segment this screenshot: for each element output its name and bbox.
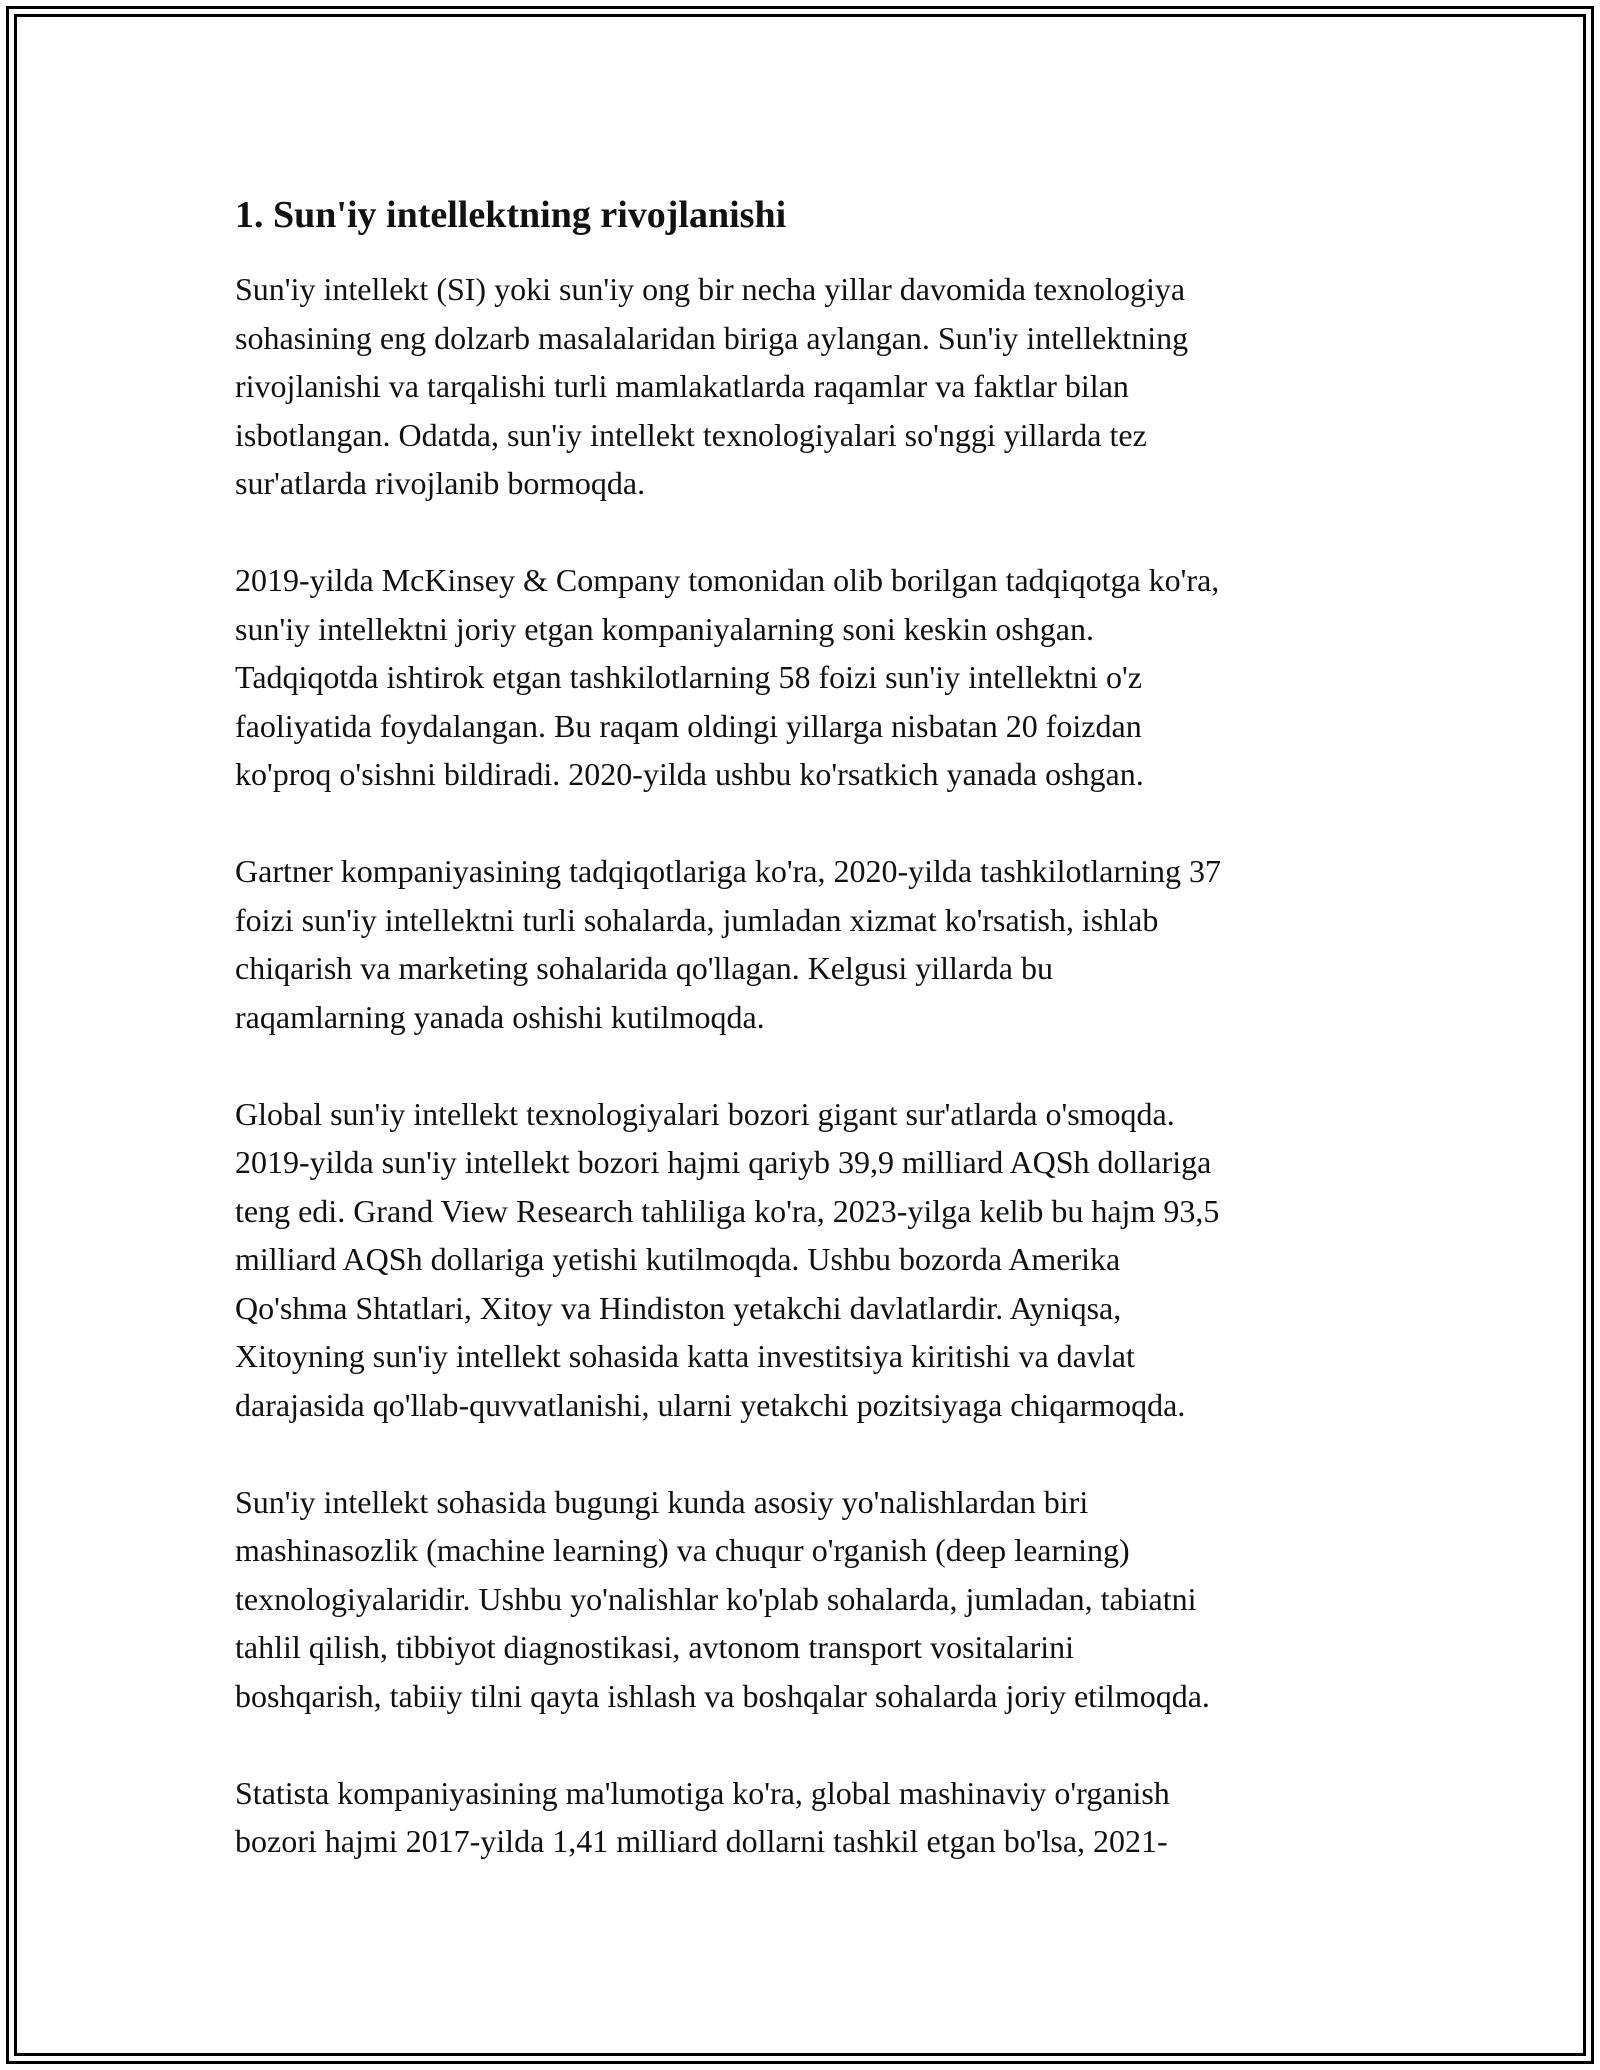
text-line: sohasining eng dolzarb masalalaridan biriga aylangan. Sun'iy intellektning (235, 319, 1189, 356)
text-line: milliard AQSh dollariga yetishi kutilmoqda. Ushbu bozorda Amerika (235, 1241, 1121, 1277)
text-line: sun'iy intellektni joriy etgan kompaniyalarning soni keskin oshgan. (235, 610, 1094, 647)
text-line: tahlil qilish, tibbiyot diagnostikasi, avtonom transport vositalarini (235, 1629, 1075, 1665)
text-line: teng edi. Grand View Research tahliliga ko'ra, 2023-yilga kelib bu hajm 93,5 (235, 1192, 1220, 1229)
text-line: 2019-yilda sun'iy intellekt bozori hajmi qariyb 39,9 milliard AQSh dollariga (235, 1144, 1212, 1180)
paragraph-gartner (235, 847, 1380, 1041)
text-line: Xitoyning sun'iy intellekt sohasida katta investitsiya kiritishi va davlat (235, 1338, 1135, 1374)
text-line: foizi sun'iy intellektni turli sohalarda, jumladan xizmat ko'rsatish, ishlab (235, 901, 1159, 938)
text-line: Sun'iy intellekt (SI) yoki sun'iy ong bir necha yillar davomida texnologiya (235, 271, 1186, 307)
text-line: Sun'iy intellekt sohasida bugungi kunda asosiy yo'nalishlardan biri (235, 1483, 1089, 1520)
text-line: boshqarish, tabiiy tilni qayta ishlash va boshqalar sohalarda joriy etilmoqda. (235, 1677, 1210, 1714)
text-line: Tadqiqotda ishtirok etgan tashkilotlarning 58 foizi sun'iy intellektni o'z (235, 659, 1142, 695)
text-line: sur'atlarda rivojlanib bormoqda. (235, 465, 646, 501)
text-line: ko'proq o'sishni bildiradi. 2020-yilda ushbu ko'rsatkich yanada oshgan. (235, 756, 1144, 792)
paragraph-global-market (235, 1090, 1380, 1430)
paragraph-intro (235, 265, 1380, 508)
paragraph-mckinsey (235, 556, 1380, 799)
paragraph-directions (235, 1478, 1380, 1721)
text-line: 2019-yilda McKinsey & Company tomonidan olib borilgan tadqiqotga ko'ra, (235, 562, 1220, 598)
section-heading: 1. Sun'iy intellektning rivojlanishi (235, 194, 787, 236)
text-line: Gartner kompaniyasining tadqiqotlariga ko'ra, 2020-yilda tashkilotlarning 37 (235, 853, 1221, 889)
text-line: Qo'shma Shtatlari, Xitoy va Hindiston yetakchi davlatlardir. Ayniqsa, (235, 1289, 1122, 1326)
text-line: darajasida qo'llab-quvvatlanishi, ularni yetakchi pozitsiyaga chiqarmoqda. (235, 1386, 1186, 1423)
text-line: chiqarish va marketing sohalarida qo'llagan. Kelgusi yillarda bu (235, 950, 1053, 986)
text-line: bozori hajmi 2017-yilda 1,41 milliard dollarni tashkil etgan bo'lsa, 2021- (235, 1823, 1168, 1859)
document-body (235, 185, 1380, 1914)
text-line: mashinasozlik (machine learning) va chuqur o'rganish (deep learning) (235, 1532, 1130, 1568)
text-line: isbotlangan. Odatda, sun'iy intellekt texnologiyalari so'nggi yillarda tez (235, 416, 1147, 453)
text-line: Statista kompaniyasining ma'lumotiga ko'ra, global mashinaviy o'rganish (235, 1774, 1170, 1811)
text-line: rivojlanishi va tarqalishi turli mamlakatlarda raqamlar va faktlar bilan (235, 368, 1129, 404)
text-line: texnologiyalaridir. Ushbu yo'nalishlar ko'plab sohalarda, jumladan, tabiatni (235, 1580, 1197, 1617)
text-line: faoliyatida foydalangan. Bu raqam oldingi yillarga nisbatan 20 foizdan (235, 707, 1142, 744)
text-line: Global sun'iy intellekt texnologiyalari bozori gigant sur'atlarda o'smoqda. (235, 1095, 1175, 1132)
paragraph-statista (235, 1769, 1380, 1866)
text-line: raqamlarning yanada oshishi kutilmoqda. (235, 998, 765, 1035)
